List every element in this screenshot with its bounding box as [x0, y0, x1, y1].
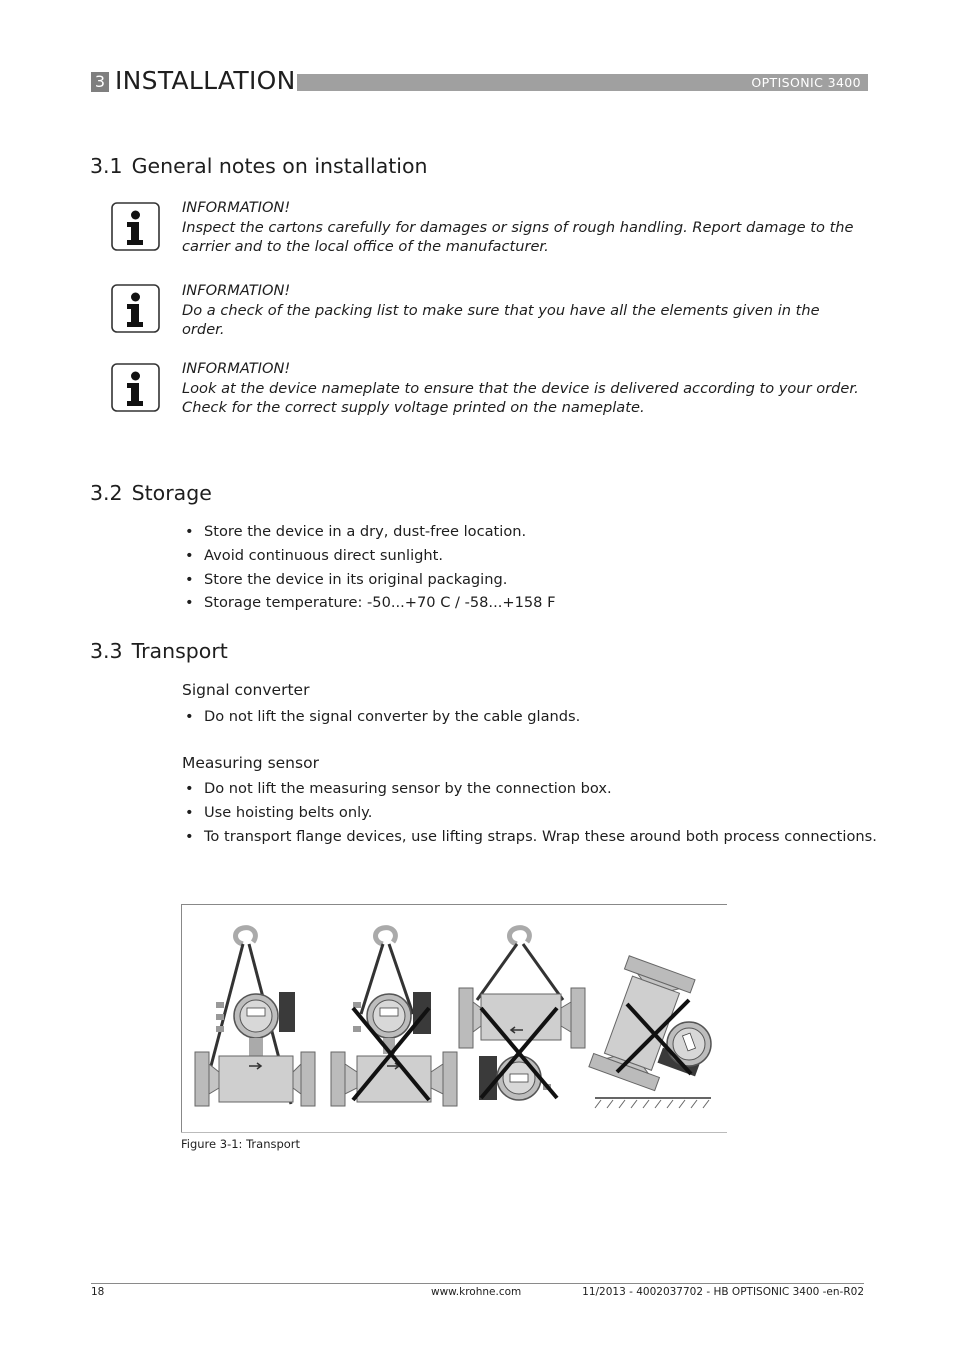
section-title: Transport [131, 639, 228, 663]
information-title: INFORMATION! [182, 360, 291, 377]
list-item: • Store the device in its original packaging. [182, 570, 882, 594]
section-number: 3.3 [90, 639, 123, 663]
measuring-sensor-list [182, 779, 882, 850]
section-heading-transport [90, 639, 228, 663]
page-header [91, 66, 868, 96]
information-text: carrier and to the local office of the manufacturer. [182, 238, 549, 255]
section-heading-general-notes [90, 154, 428, 178]
list-item: • Use hoisting belts only. [182, 803, 882, 827]
information-text: Look at the device nameplate to ensure that the device is delivered according to your order. [182, 379, 859, 397]
information-text: Inspect the cartons carefully for damages or signs of rough handling. Report damage to the [182, 218, 854, 236]
list-item: • Store the device in a dry, dust-free location. [182, 522, 882, 546]
section-number: 3.1 [90, 154, 123, 178]
section-heading-storage [90, 481, 212, 505]
information-icon [111, 284, 160, 333]
information-title: INFORMATION! [182, 199, 291, 216]
information-icon [111, 363, 160, 412]
transport-correct-illustration [195, 928, 315, 1106]
subheading-measuring-sensor: Measuring sensor [182, 754, 319, 772]
list-item: • Do not lift the signal converter by the cable glands. [182, 707, 882, 731]
transport-wrong-tilted-illustration [589, 956, 711, 1108]
list-item: • Avoid continuous direct sunlight. [182, 546, 882, 570]
section-number: 3.2 [90, 481, 123, 505]
list-item: • Do not lift the measuring sensor by the connection box. [182, 779, 882, 803]
chapter-number-badge: 3 [91, 72, 109, 92]
information-note [182, 359, 862, 418]
information-icon [111, 202, 160, 251]
transport-figure [181, 904, 727, 1133]
list-item: • To transport flange devices, use lifting straps. Wrap these around both process connections. [182, 827, 882, 851]
signal-converter-list [182, 707, 882, 731]
storage-list [182, 522, 882, 617]
information-note [182, 281, 862, 340]
list-item: • Storage temperature: -50...+70 C / -58...+158 F [182, 593, 882, 617]
transport-wrong-converter-illustration [331, 928, 457, 1106]
information-title: INFORMATION! [182, 282, 291, 299]
information-note [182, 198, 862, 257]
information-text: Do a check of the packing list to make sure that you have all the elements given in the order. [182, 301, 820, 338]
subheading-signal-converter: Signal converter [182, 681, 310, 699]
section-title: General notes on installation [131, 154, 428, 178]
page-number: 18 [91, 1286, 105, 1298]
chapter-title: INSTALLATION [115, 66, 296, 95]
transport-wrong-upside-down-illustration [459, 928, 585, 1100]
footer-divider [91, 1283, 864, 1284]
product-name: OPTISONIC 3400 [751, 75, 861, 90]
section-title: Storage [131, 481, 212, 505]
footer-url: www.krohne.com [431, 1286, 522, 1298]
figure-caption: Figure 3-1: Transport [181, 1137, 301, 1151]
footer-document-id: 11/2013 - 4002037702 - HB OPTISONIC 3400 -en-R02 [582, 1286, 864, 1298]
header-bar [297, 74, 868, 91]
information-text: Check for the correct supply voltage printed on the nameplate. [182, 399, 645, 416]
